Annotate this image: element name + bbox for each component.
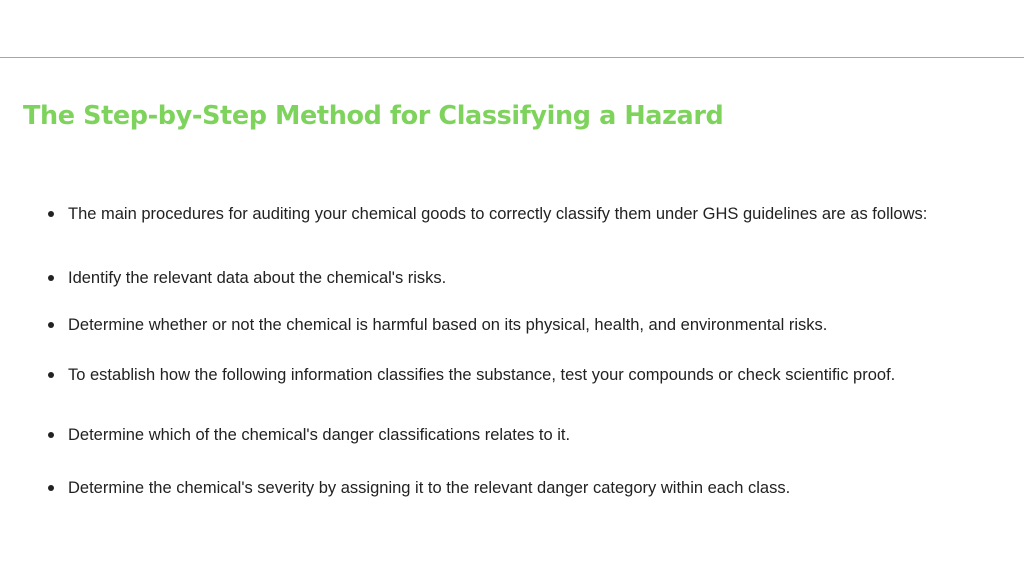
bullet-text: The main procedures for auditing your chemical goods to correctly classify them under GHS guidelines are as follows: xyxy=(68,205,928,223)
bullet-text: Determine the chemical's severity by assigning it to the relevant danger category within each class. xyxy=(68,479,791,497)
bullet-dot-icon xyxy=(48,211,54,217)
bullet-item xyxy=(48,423,998,447)
slide-title: The Step-by-Step Method for Classifying a Hazard xyxy=(23,101,724,131)
bullet-text: Identify the relevant data about the chemical's risks. xyxy=(68,269,447,287)
bullet-item xyxy=(48,476,998,500)
bullet-dot-icon xyxy=(48,322,54,328)
bullet-dot-icon xyxy=(48,372,54,378)
bullet-item xyxy=(48,363,998,387)
bullet-item xyxy=(48,202,998,226)
bullet-item xyxy=(48,266,998,290)
top-divider xyxy=(0,57,1024,58)
bullet-text: Determine which of the chemical's danger classifications relates to it. xyxy=(68,426,571,444)
bullet-text: To establish how the following information classifies the substance, test your compounds or check scientific proof. xyxy=(68,366,896,384)
bullet-dot-icon xyxy=(48,432,54,438)
bullet-dot-icon xyxy=(48,485,54,491)
bullet-item xyxy=(48,313,998,337)
bullet-dot-icon xyxy=(48,275,54,281)
bullet-text: Determine whether or not the chemical is harmful based on its physical, health, and environmental risks. xyxy=(68,316,828,334)
